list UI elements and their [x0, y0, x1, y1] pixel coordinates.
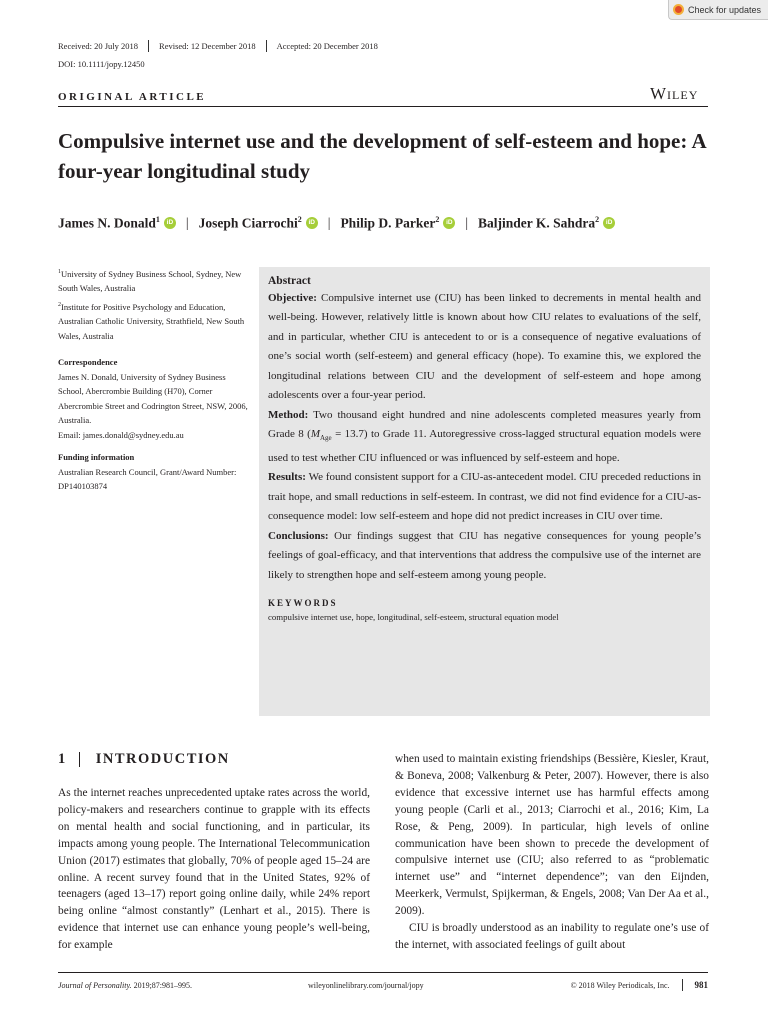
author-name[interactable]: Baljinder K. Sahdra$^2$ [478, 215, 600, 231]
section-title: INTRODUCTION [95, 751, 230, 767]
publisher-logo: Wiley [650, 84, 699, 103]
correspondence-heading: Correspondence [58, 357, 118, 367]
date-divider [148, 40, 149, 52]
revised-date: Revised: 12 December 2018 [159, 41, 256, 51]
abstract-box [259, 267, 710, 716]
received-date: Received: 20 July 2018 [58, 41, 139, 51]
article-dates [58, 40, 378, 52]
abstract-results: Results: We found consistent support for a CIU-as-antecedent model. CIU preceded reductions in trait hope, and small reductions in self-esteem. In contrast, we did not find evidence for a CIU-as-consequence model: low self-esteem and hope did not predict increases in CIU over time. [268, 471, 701, 523]
abstract-objective: Objective: Compulsive internet use (CIU) has been linked to decrements in mental health and well-being. However, relatively little is known about how CIU relates to evaluations of the self, and in particular, whether CIU is antecedent to or is a consequence of negative evaluations of one’s social worth (self-esteem) and general efficacy (hope). To examine this, we explored the longitudinal relations between CIU and the development of self-esteem and hope among adolescents over a four-year period. [268, 292, 701, 402]
crossmark-icon [673, 4, 684, 15]
section-divider [79, 752, 80, 767]
abstract-conclusions: Conclusions: Our findings suggest that CIU has negative consequences for young people’s feelings of goal-efficacy, and that interventions that address the compulsive use of the internet are likely to strengthen hope and self-esteem among young people. [268, 529, 702, 581]
page-number: 981 [694, 980, 708, 990]
header-rule [58, 106, 708, 107]
page-footer [58, 979, 708, 991]
funding [58, 450, 248, 494]
author-list [58, 215, 718, 232]
affiliations [58, 265, 248, 344]
body-paragraph: CIU is broadly understood as an inability to regulate one’s use of the internet, with associated feelings of guilt about [395, 922, 709, 951]
affiliation: $^1$University of Sydney Business School, Sydney, New South Wales, Australia [58, 268, 242, 294]
article-title: Compulsive internet use and the development of self-esteem and hope: A four-year longitudinal study [58, 129, 706, 183]
body-paragraph: As the internet reaches unprecedented uptake rates across the world, policy-makers and researchers continue to grapple with its effects on mental health and social functioning, and in particular, its impacts among young people. The International Telecommunication Union (2017) estimates that globally, 70% of people aged 15–24 are online. A recent survey found that in the United States, 92% of teenagers (aged 13–17) report going online daily, while 24% report being online “almost constantly” (Lenhart et al., 2015). There is evidence that internet use can enhance young people’s well-being, for example [58, 787, 370, 952]
correspondence [58, 355, 248, 443]
author-separator: | [185, 215, 189, 231]
keywords-heading: KEYWORDS [268, 597, 338, 608]
footer-divider [682, 979, 683, 991]
abstract-heading: Abstract [268, 275, 311, 287]
check-for-updates-badge[interactable] [668, 0, 768, 20]
orcid-icon[interactable]: iD [603, 217, 615, 229]
funding-heading: Funding information [58, 452, 135, 462]
section-number: 1 [58, 751, 67, 767]
copyright: © 2018 Wiley Periodicals, Inc. [570, 980, 670, 990]
doi[interactable]: DOI: 10.1111/jopy.12450 [58, 59, 145, 69]
journal-citation: Journal of Personality. 2019;87:981–995. [58, 980, 193, 990]
keywords: compulsive internet use, hope, longitudinal, self-esteem, structural equation model [268, 611, 559, 622]
author-name[interactable]: Joseph Ciarrochi$^2$ [198, 215, 302, 231]
correspondence-email[interactable]: Email: james.donald@sydney.edu.au [58, 429, 184, 440]
orcid-icon[interactable]: iD [164, 217, 176, 229]
body-paragraph: when used to maintain existing friendships (Bessière, Kiesler, Kraut, & Boneva, 2008; Valkenburg & Peter, 2007). However, there is also evidence that excessive internet use has harmful effects among young people (Carli et al., 2013; Ciarrochi et al., 2016; Kim, La Rose, & Peng, 2009). In particular, high levels of online communication have been shown to precede the development of compulsive internet use (CIU; also referred to as “problematic internet use” and “internet dependence”; van den Eijnden, Meerkerk, Vermulst, Spijkerman, & Engels, 2008; Van Der Aa et al., 2009). [395, 753, 709, 918]
body-column-left [58, 785, 370, 954]
date-divider [266, 40, 267, 52]
orcid-icon[interactable]: iD [306, 217, 318, 229]
body-column-right [395, 751, 709, 954]
author-separator: | [465, 215, 469, 231]
section-heading [58, 751, 230, 768]
affiliation: $^2$Institute for Positive Psychology and Education, Australian Catholic University, Strathfield, New South Wales, Australia [58, 301, 245, 342]
funding-text: Australian Research Council, Grant/Award Number: DP140103874 [58, 466, 237, 492]
orcid-icon[interactable]: iD [443, 217, 455, 229]
correspondence-address: James N. Donald, University of Sydney Business School, Abercrombie Building (H70), Corner Abercrombie Street and Codrington Street, NSW, 2006, Australia. [58, 371, 248, 426]
author-separator: | [327, 215, 331, 231]
footer-rule [58, 972, 708, 973]
abstract-method: Method: Two thousand eight hundred and nine adolescents completed measures yearly from Grade 8 $(M_{Age} = 13.7)$ to Grade 11. Autoregressive cross-lagged structural equation models were used to test whether CIU influenced or was influenced by self-esteem and hope. [268, 408, 701, 464]
author-name[interactable]: James N. Donald$^1$ [58, 215, 160, 231]
article-type: ORIGINAL ARTICLE [58, 91, 207, 103]
accepted-date: Accepted: 20 December 2018 [276, 41, 378, 51]
journal-url[interactable]: wileyonlinelibrary.com/journal/jopy [308, 980, 424, 990]
check-for-updates-label: Check for updates [688, 4, 762, 15]
author-name[interactable]: Philip D. Parker$^2$ [340, 215, 440, 231]
